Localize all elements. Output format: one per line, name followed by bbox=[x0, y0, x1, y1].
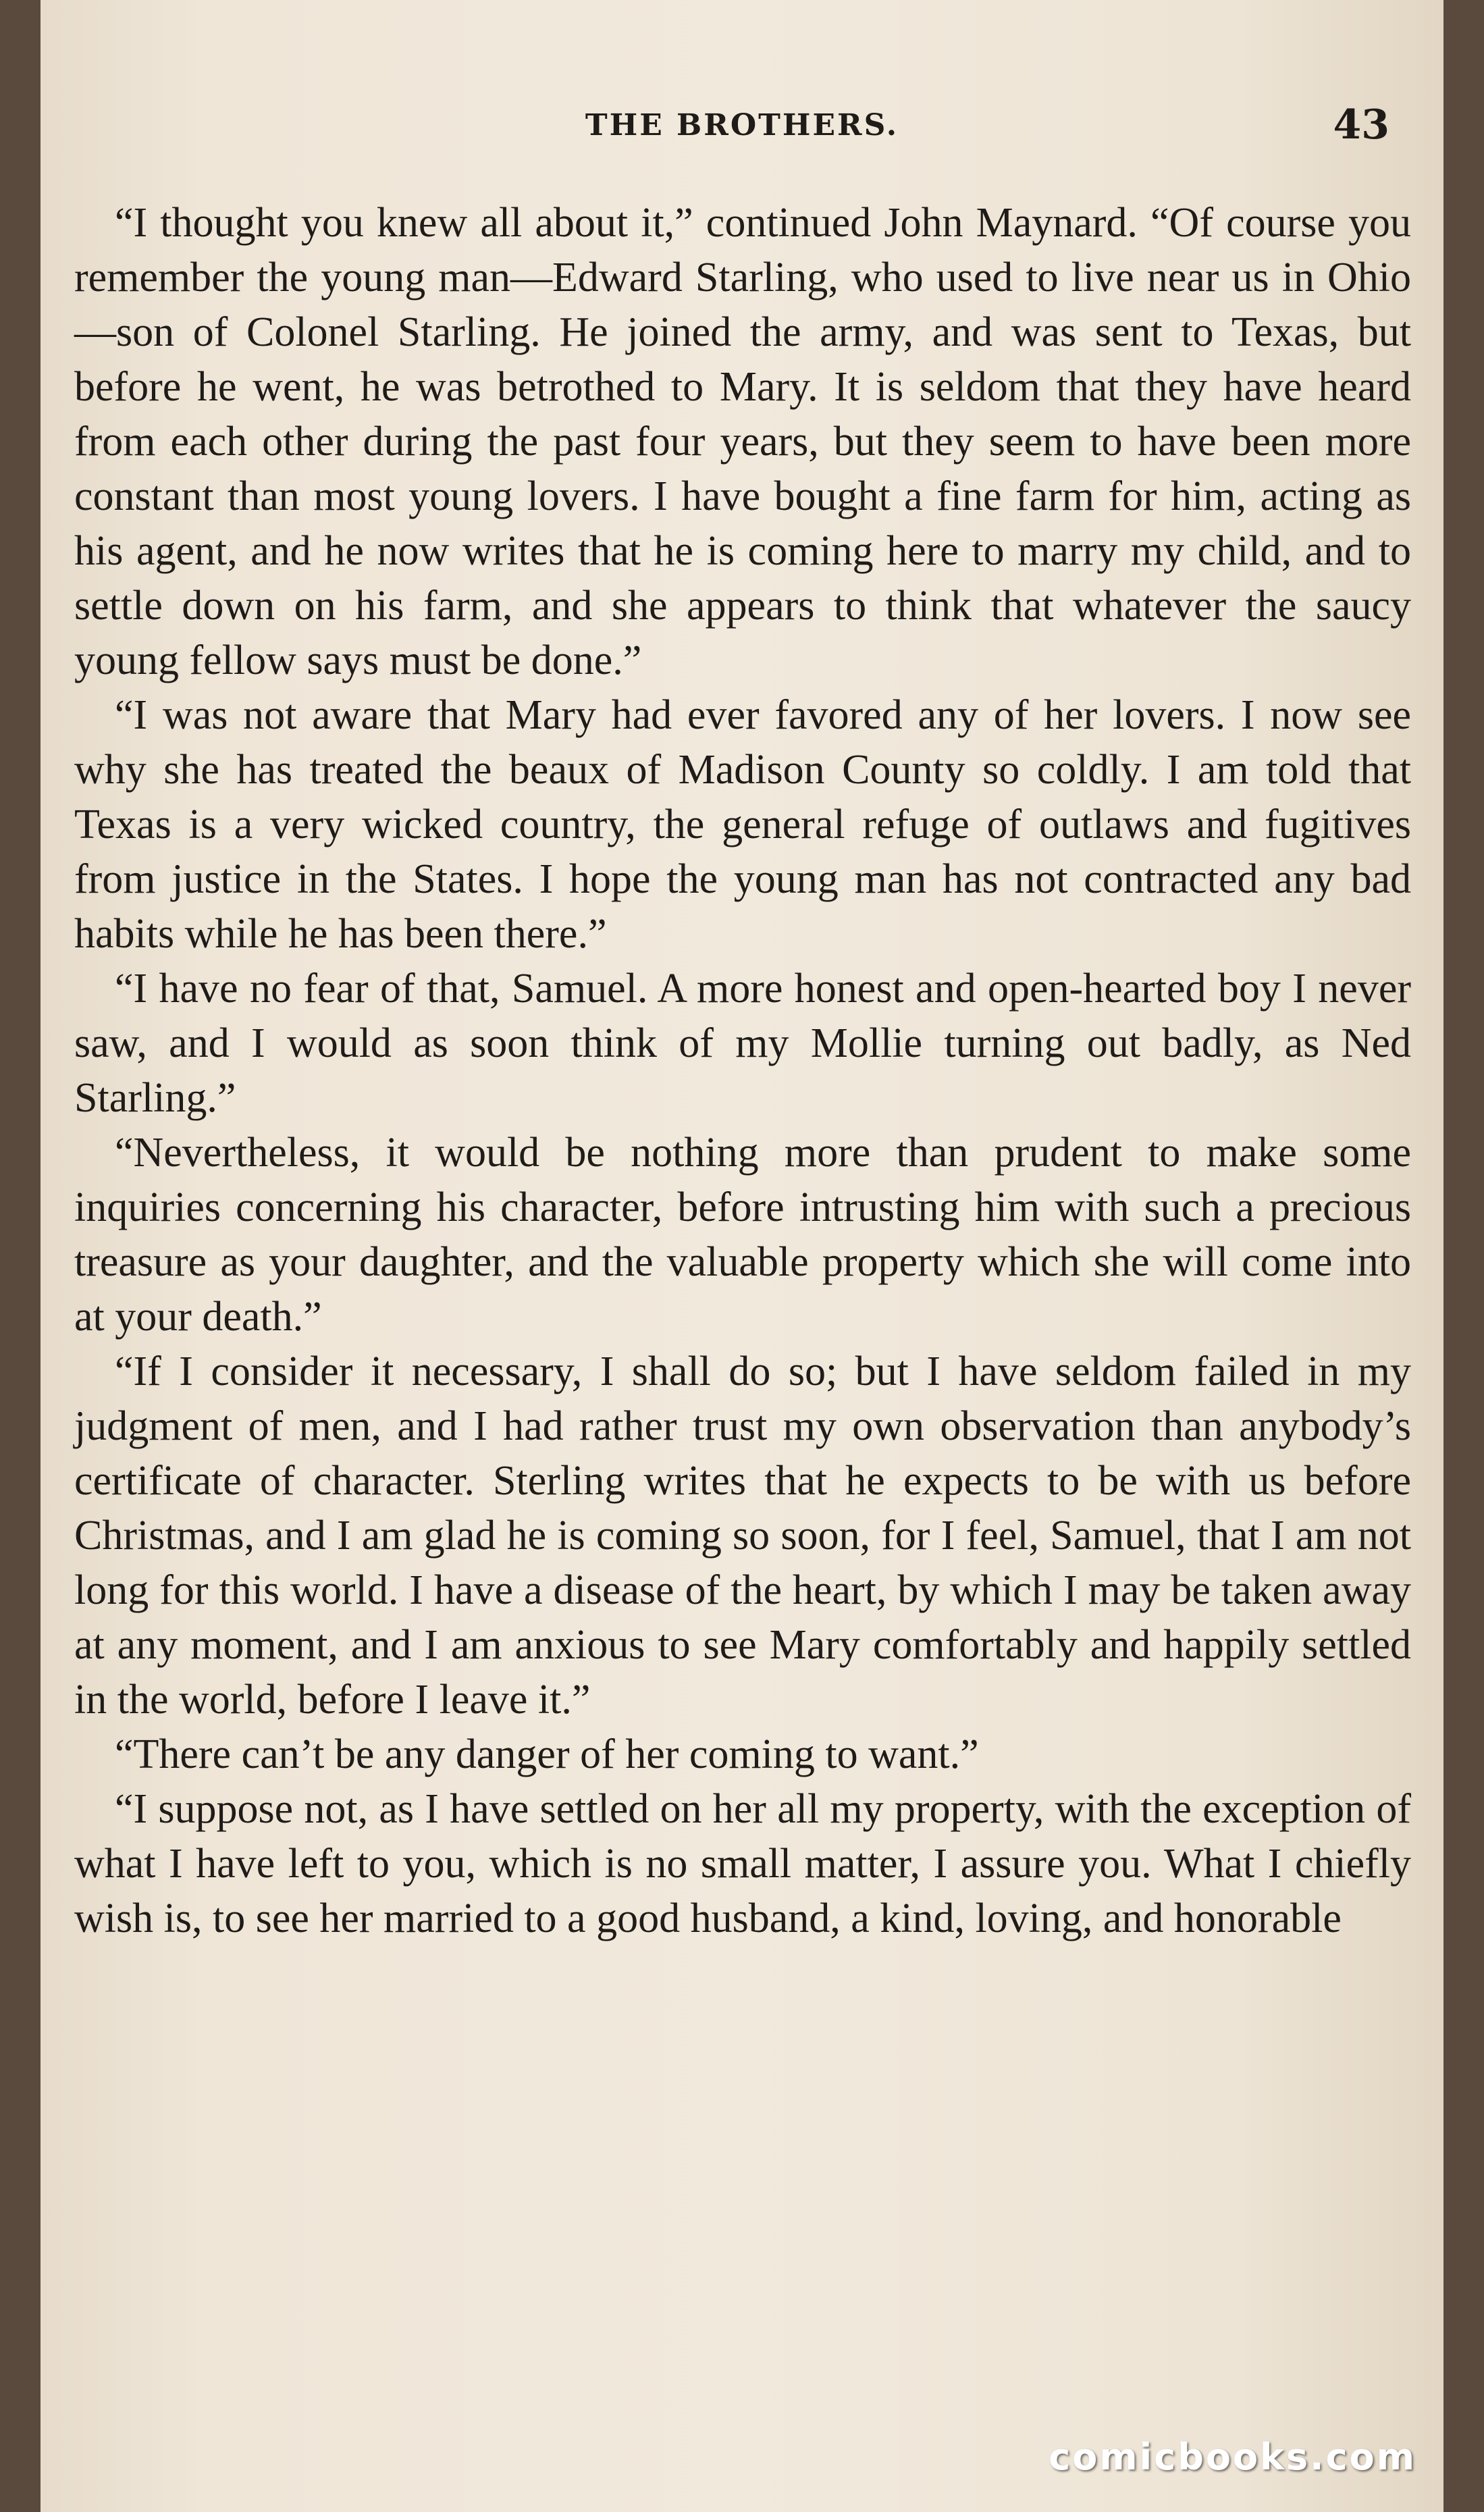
watermark: comicbooks.com bbox=[1049, 2436, 1416, 2478]
paragraph: “Nevertheless, it would be nothing more than prudent to make some inquiries concerning his character, before intrusting him with such a precious treasure as your daughter, and the valuable property which she will come into at your death.” bbox=[74, 1130, 1411, 1340]
paragraph: “I suppose not, as I have settled on her all my property, with the exception of what I have left to you, which is no small matter, I assure you. What I chiefly wish is, to see her married to a good husband, a kind, loving, and honorable bbox=[74, 1786, 1411, 1941]
paragraph: “I thought you knew all about it,” continued John Maynard. “Of course you remember the young man—Edward Starling, who used to live near us in Ohio—son of Colonel Starling. He joined the army, and was sent to Texas, but before he went, he was betrothed to Mary. It is seldom that they have heard from each other during the past four years, but they seem to have been more constant than most young lovers. I have bought a fine farm for him, acting as his agent, and he now writes that he is coming here to marry my child, and to settle down on his farm, and she appears to think that whatever the saucy young fellow says must be done.” bbox=[74, 200, 1411, 683]
body-text bbox=[74, 196, 1411, 1946]
page-header bbox=[41, 101, 1443, 155]
running-title: THE BROTHERS. bbox=[585, 108, 899, 142]
paragraph: “There can’t be any danger of her coming to want.” bbox=[115, 1731, 979, 1777]
paragraph: “I have no fear of that, Samuel. A more honest and open-hearted boy I never saw, and I would as soon think of my Mollie turning out badly, as Ned Starling.” bbox=[74, 966, 1411, 1121]
book-page bbox=[41, 0, 1443, 2512]
page-number: 43 bbox=[1333, 101, 1389, 149]
paragraph: “If I consider it necessary, I shall do so; but I have seldom failed in my judgment of men, and I had rather trust my own observation than anybody’s certificate of character. Sterling writes that he expects to be with us before Christmas, and I am glad he is coming so soon, for I feel, Samuel, that I am not long for this world. I have a disease of the heart, by which I may be taken away at any moment, and I am anxious to see Mary comfortably and happily settled in the world, before I leave it.” bbox=[74, 1349, 1411, 1723]
paragraph: “I was not aware that Mary had ever favored any of her lovers. I now see why she has treated the beaux of Madison County so coldly. I am told that Texas is a very wicked country, the general refuge of outlaws and fugitives from justice in the States. I hope the young man has not contracted any bad habits while he has been there.” bbox=[74, 692, 1411, 957]
